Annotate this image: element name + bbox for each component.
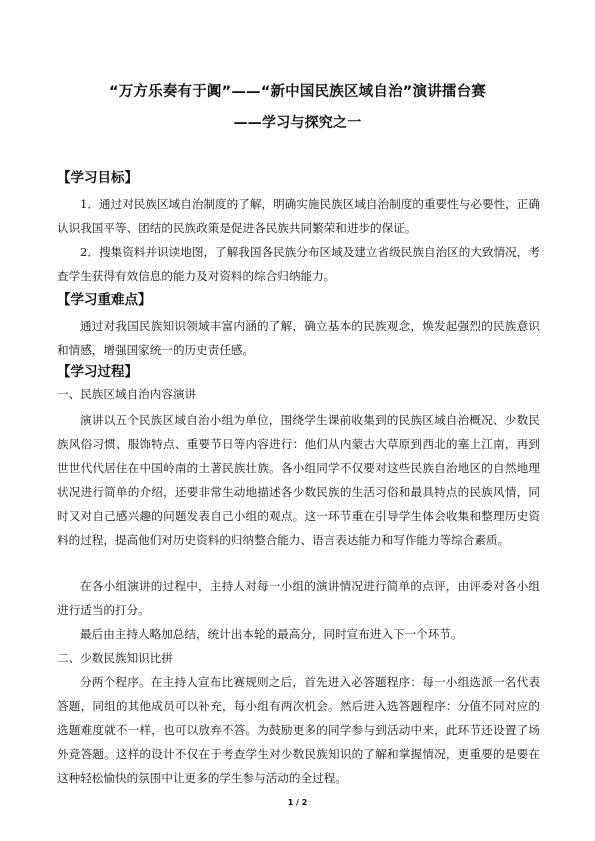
page-number: 1 / 2 bbox=[287, 798, 308, 807]
document-subtitle: ——学习与探究之一 bbox=[233, 115, 362, 131]
goal-item-2: 2．搜集资料并识读地图，了解我国各民族分布区域及建立省级民族自治区的大致情况，考查学生获得有效信息的能力及对资料的综合归纳能力。 bbox=[57, 245, 540, 283]
document-title: “万方乐奏有于阗”——“新中国民族区域自治”演讲擂台赛 bbox=[108, 84, 487, 100]
goal-item-1: 1．通过对民族区域自治制度的了解，明确实施民族区域自治制度的重要性与必要性，正确认识我国平等、团结的民族政策是促进各民族共同繁荣和进步的保证。 bbox=[57, 197, 540, 235]
process-part1-title: 一、民族区域自治内容演讲 bbox=[57, 387, 197, 401]
process-part2-para-1: 分两个程序。在主持人宣布比赛规则之后，首先进入必答题程序：每一小组选派一名代表答题，同组的其他成员可以补充，每小组有两次机会。然后进入选答题程序：分值不同对应的选题难度就不一样，也可以放弃不答。为鼓励更多的同学参与到活动中来，此环节还设置了场外竞答题。这样的设计不仅在于考查学生对少数民族知识的了解和掌握情况，更重要的是要在这种轻松愉快的氛围中让更多的学生参与活动的全过程。 bbox=[57, 675, 540, 785]
key-points-text: 通过对我国民族知识领域丰富内涵的了解，确立基本的民族观念，焕发起强烈的民族意识和情感，增强国家统一的历史责任感。 bbox=[57, 319, 540, 357]
section-heading-goals: 【学习目标】 bbox=[57, 170, 138, 186]
section-heading-process: 【学习过程】 bbox=[57, 364, 138, 380]
process-part1-para-2: 在各小组演讲的过程中，主持人对每一小组的演讲情况进行简单的点评，由评委对各小组进行适当的打分。 bbox=[57, 579, 540, 617]
process-part1-para-3: 最后由主持人略加总结，统计出本轮的最高分，同时宣布进入下一个环节。 bbox=[80, 627, 463, 641]
process-part2-title: 二、少数民族知识比拼 bbox=[57, 651, 173, 665]
process-part1-para-1: 演讲以五个民族区域自治小组为单位，围绕学生课前收集到的民族区域自治概况、少数民族风俗习惯、服饰特点、重要节日等内容进行：他们从内蒙古大草原到西北的塞上江南，再到世世代代居住在中国岭南的土著民族壮族。各小组同学不仅要对这些民族自治地区的自然地理状况进行简单的介绍，还要非常生动地描述各少数民族的生活习俗和最具特点的民族风情，同时又对自己感兴趣的问题发表自己小组的观点。这一环节重在引导学生体会收集和整理历史资料的过程，提高他们对历史资料的归纳整合能力、语言表达能力和写作能力等综合素质。 bbox=[57, 413, 540, 547]
section-heading-key-points: 【学习重难点】 bbox=[57, 292, 152, 308]
